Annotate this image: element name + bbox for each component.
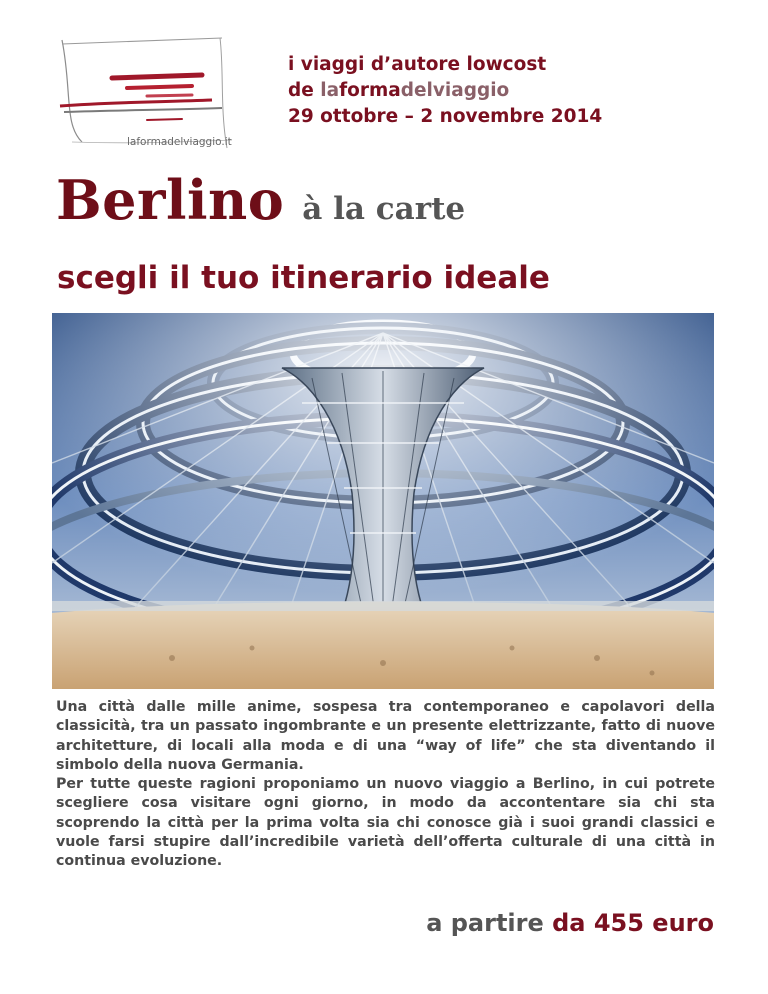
header-brand-prefix: de — [288, 80, 321, 101]
logo-caption: laformadelviaggio.it — [127, 136, 232, 148]
price-prefix: a partire — [426, 909, 553, 937]
description — [56, 698, 715, 872]
header-brand-delviaggio: delviaggio — [400, 80, 510, 101]
header-tagline: i viaggi d’autore lowcost — [288, 54, 547, 75]
price-line — [426, 909, 714, 937]
price-amount: da 455 euro — [552, 909, 714, 937]
header-brand-la: la — [320, 80, 340, 101]
header-brand-line — [288, 78, 602, 104]
page-subtitle: scegli il tuo itinerario ideale — [57, 260, 550, 296]
header — [288, 52, 602, 130]
description-paragraph-1: Una città dalle mille anime, sospesa tra contemporaneo e capolavori della classicità, tra un passato ingombrante e un presente elettrizzante, fatto di nuove architetture, di locali alla moda e di una “way of life” che sta diventando il simbolo della nuova Germania. — [56, 699, 715, 773]
title-main: Berlino — [56, 168, 285, 232]
description-paragraph-2: Per tutte queste ragioni proponiamo un nuovo viaggio a Berlino, in cui potrete scegliere cosa visitare ogni giorno, in modo da accontentare sia chi sta scoprendo la città per la prima volta sia chi conosce già i suoi grandi classici e vuole farsi stupire dall’incredibile varietà dell’offerta culturale di una città in continua evoluzione. — [56, 776, 715, 870]
title-sub: à la carte — [302, 191, 466, 227]
header-brand-forma: forma — [339, 80, 401, 101]
header-dates: 29 ottobre – 2 novembre 2014 — [288, 106, 603, 127]
page-title — [56, 168, 465, 232]
hero-photo — [52, 313, 714, 689]
reichstag-dome-image — [52, 313, 714, 689]
